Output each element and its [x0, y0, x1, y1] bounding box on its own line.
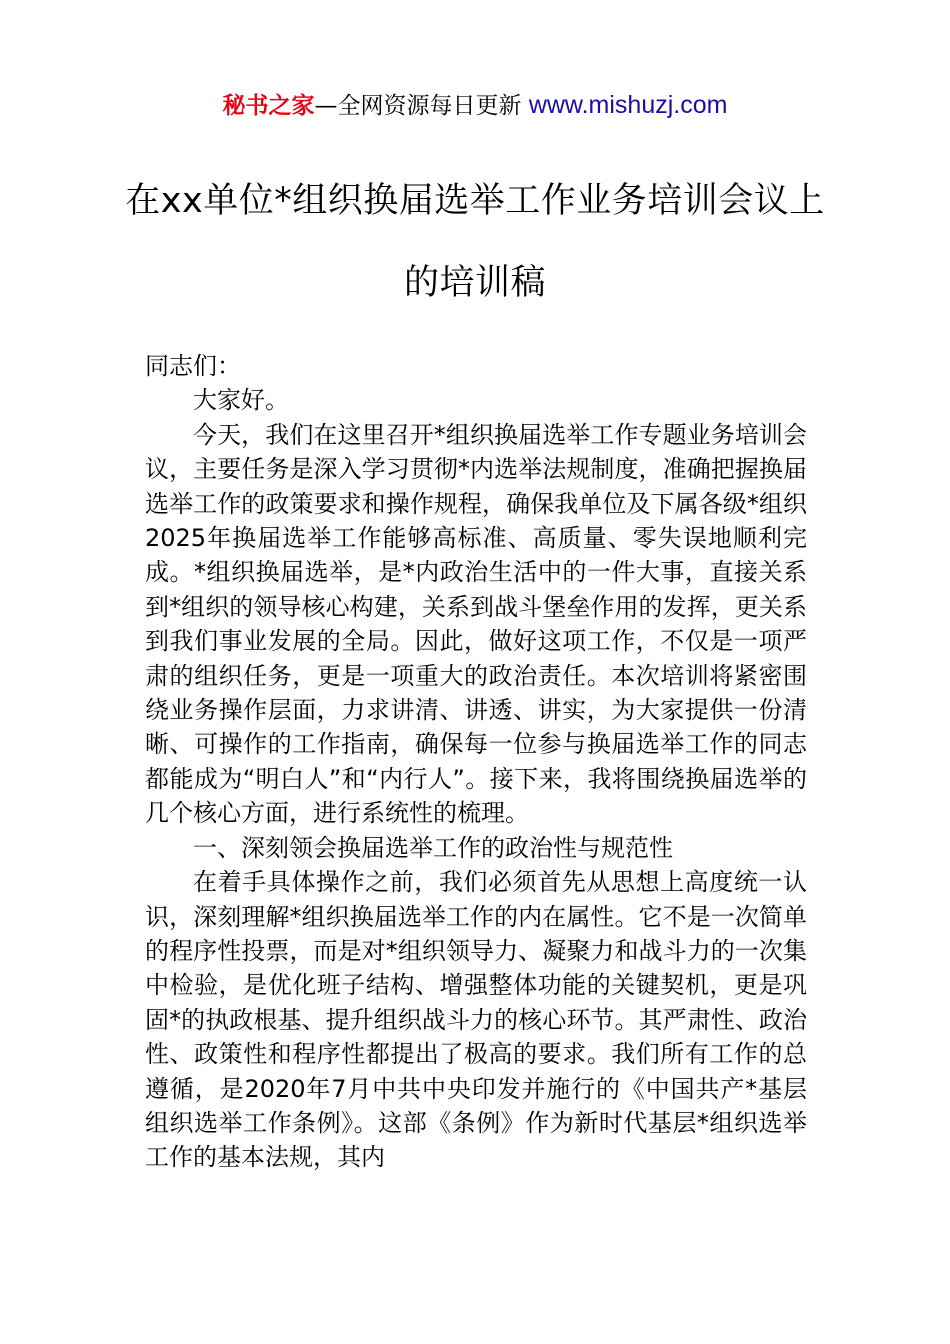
paragraph-section-1: 在着手具体操作之前，我们必须首先从思想上高度统一认识，深刻理解*组织换届选举工作的内在属性。它不是一次简单的程序性投票，而是对*组织领导力、凝聚力和战斗力的一次集中检验，是优化班子结构、增强整体功能的关键契机，更是巩固*的执政根基、提升组织战斗力的核心环节。其严肃性、政治性、政策性和程序性都提出了极高的要求。我们所有工作的总遵循，是2020年7月中共中央印发并施行的《中国共产*基层组织选举工作条例》。这部《条例》作为新时代基层*组织选举工作的基本法规，其内	[145, 868, 807, 1172]
site-header	[0, 88, 950, 123]
site-slogan: —全网资源每日更新	[314, 93, 529, 119]
salutation: 同志们：	[145, 352, 241, 380]
document-body	[145, 349, 807, 1175]
paragraph-greeting: 大家好。	[193, 386, 289, 415]
site-brand: 秘书之家	[222, 93, 315, 119]
paragraph-intro: 今天，我们在这里召开*组织换届选举工作专题业务培训会议，主要任务是深入学习贯彻*内选举法规制度，准确把握换届选举工作的政策要求和操作规程，确保我单位及下属各级*组织2025年换届选举工作能够高标准、高质量、零失误地顺利完成。*组织换届选举，是*内政治生活中的一件大事，直接关系到*组织的领导核心构建，关系到战斗堡垒作用的发挥，更关系到我们事业发展的全局。因此，做好这项工作，不仅是一项严肃的组织任务，更是一项重大的政治责任。本次培训将紧密围绕业务操作层面，力求讲清、讲透、讲实，为大家提供一份清晰、可操作的工作指南，确保每一位参与换届选举工作的同志都能成为“明白人”和“内行人”。接下来，我将围绕换届选举的几个核心方面，进行系统性的梳理。	[145, 420, 807, 828]
site-url-link[interactable]: www.mishuzj.com	[528, 91, 728, 119]
section-heading-1: 一、深刻领会换届选举工作的政治性与规范性	[193, 833, 673, 862]
document-title: 在xx单位*组织换届选举工作业务培训会议上的培训稿	[125, 181, 825, 303]
